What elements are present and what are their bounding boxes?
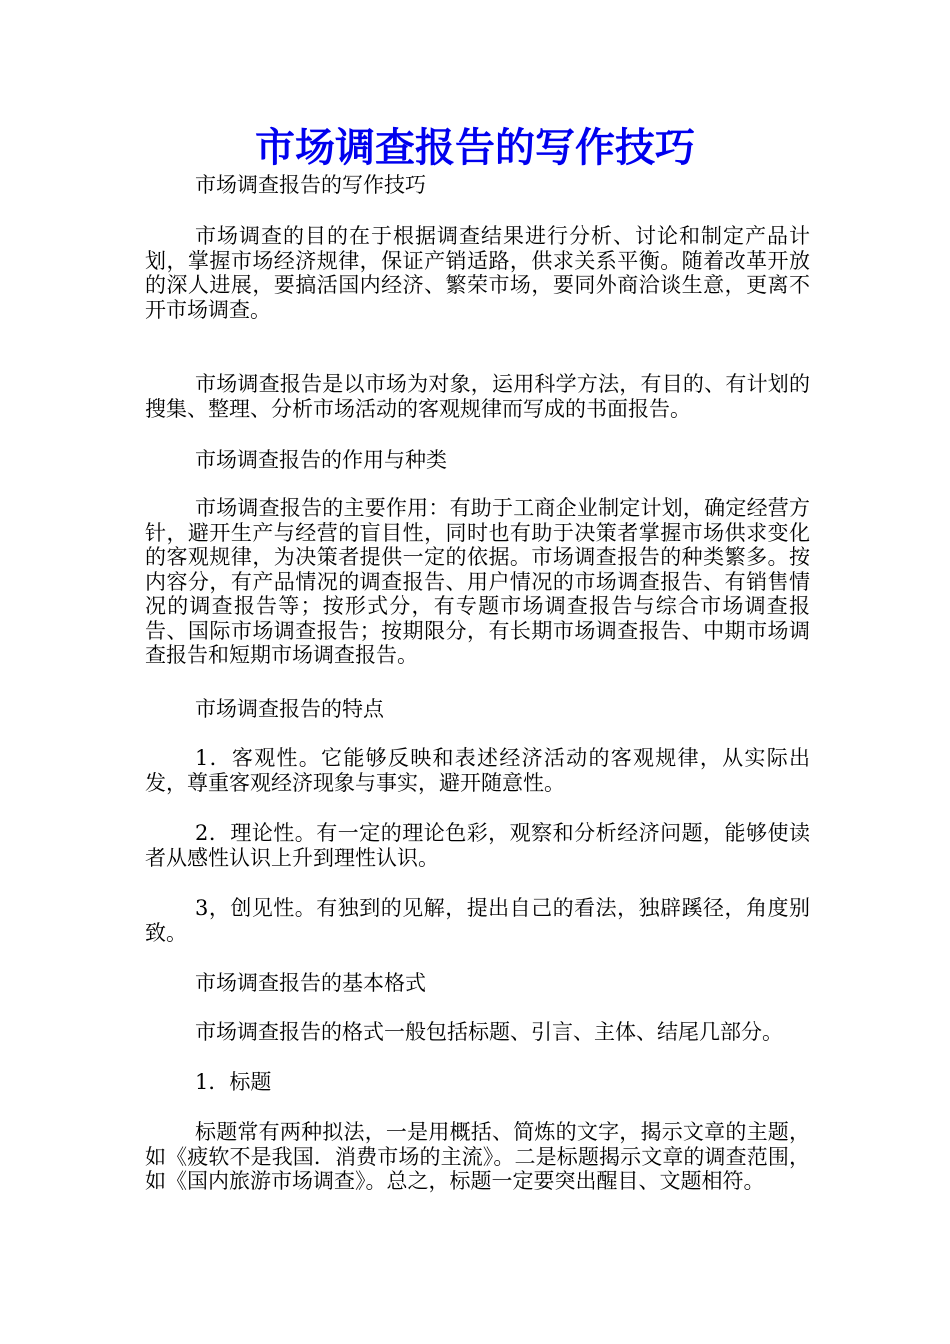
- feature-theory: 2．理论性。有一定的理论色彩，观察和分析经济问题，能够使读者从感性认识上升到理性认识。: [145, 821, 810, 870]
- section-heading-features: 市场调查报告的特点: [195, 697, 384, 721]
- feature-objectivity: 1．客观性。它能够反映和表述经济活动的客观规律，从实际出发，尊重客观经济现象与事实，避开随意性。: [145, 746, 810, 795]
- format-overview-paragraph: 市场调查报告的格式一般包括标题、引言、主体、结尾几部分。: [195, 1020, 783, 1044]
- subheading-title: 1．标题: [195, 1070, 272, 1094]
- intro-paragraph: 市场调查的目的在于根据调查结果进行分析、讨论和制定产品计划，掌握市场经济规律，保证产销适路，供求关系平衡。随着改革开放的深人进展，要搞活国内经济、繁荣市场，要同外商洽谈生意，更离不开市场调查。: [145, 224, 810, 322]
- feature-originality: 3，创见性。有独到的见解，提出自己的看法，独辟蹊径，角度别致。: [145, 896, 810, 945]
- title-method-paragraph: 标题常有两种拟法，一是用概括、简炼的文字，揭示文章的主题，如《疲软不是我国．消费市场的主流》。二是标题揭示文章的调查范围，如《国内旅游市场调查》。总之，标题一定要突出醒目、文题相符。: [145, 1120, 810, 1193]
- document-title: 市场调查报告的写作技巧: [255, 124, 695, 171]
- role-types-paragraph: 市场调查报告的主要作用：有助于工商企业制定计划，确定经营方针，避开生产与经营的盲目性，同时也有助于决策者掌握市场供求变化的客观规律，为决策者提供一定的依据。市场调查报告的种类繁多。按内容分，有产品情况的调查报告、用户情况的市场调查报告、有销售情况的调查报告等；按形式分，有专题市场调查报告与综合市场调查报告、国际市场调查报告；按期限分，有长期市场调查报告、中期市场调查报告和短期市场调查报告。: [145, 496, 810, 667]
- section-heading-format: 市场调查报告的基本格式: [195, 971, 426, 995]
- section-heading-role-types: 市场调查报告的作用与种类: [195, 448, 447, 472]
- subtitle-paragraph: 市场调查报告的写作技巧: [195, 173, 426, 197]
- definition-paragraph: 市场调查报告是以市场为对象，运用科学方法，有目的、有计划的搜集、整理、分析市场活动的客观规律而写成的书面报告。: [145, 372, 810, 421]
